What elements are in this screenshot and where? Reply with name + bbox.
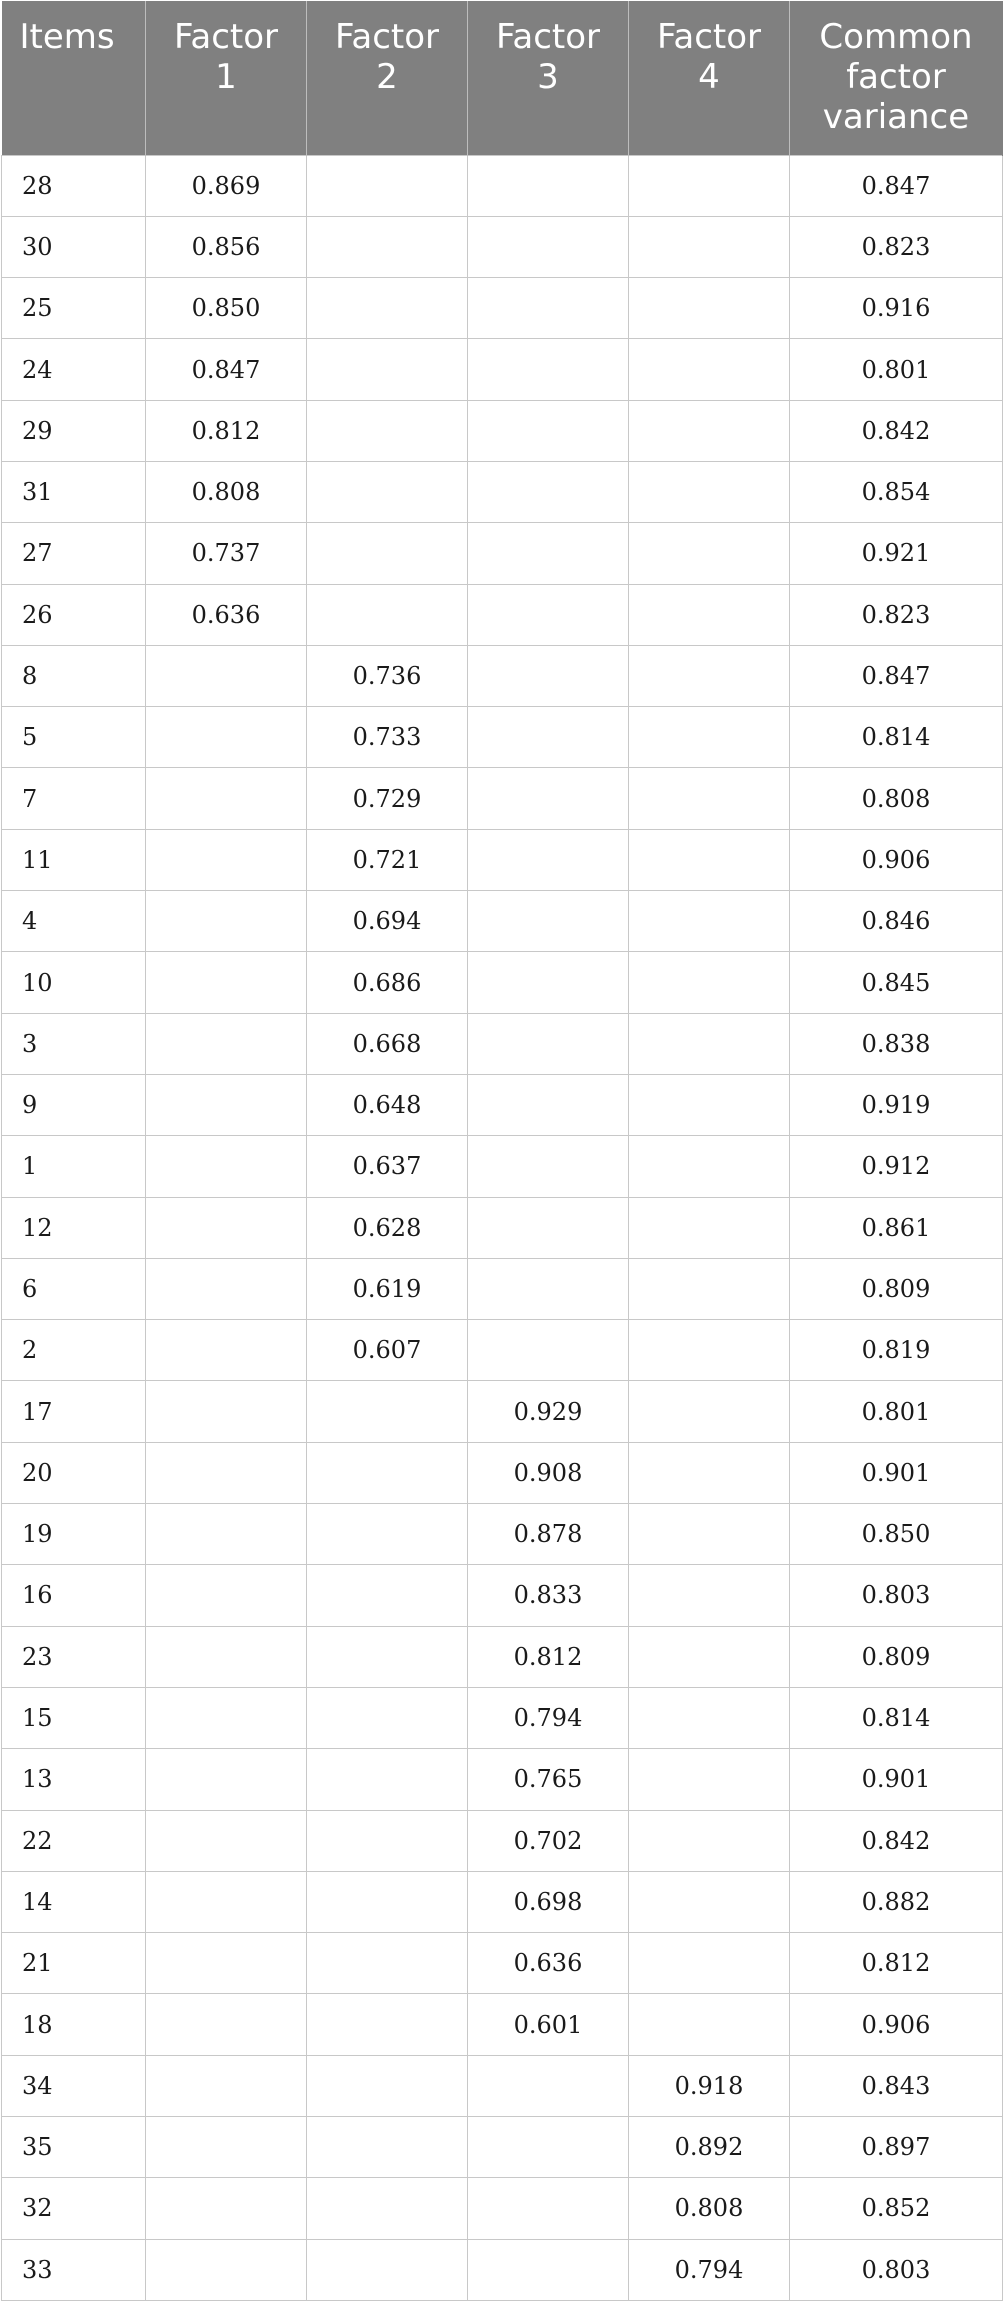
item-cell: 32 xyxy=(2,2178,146,2239)
item-cell: 17 xyxy=(2,1381,146,1442)
factor-4-cell: 0.808 xyxy=(629,2178,790,2239)
table-row xyxy=(2,1381,1003,1442)
table-row xyxy=(2,2178,1003,2239)
table-row xyxy=(2,645,1003,706)
factor-3-cell xyxy=(468,952,629,1013)
table-row xyxy=(2,1565,1003,1626)
factor-1-cell: 0.808 xyxy=(146,461,307,522)
common-factor-variance-cell: 0.803 xyxy=(790,2239,1003,2300)
factor-3-cell: 0.765 xyxy=(468,1749,629,1810)
factor-4-cell xyxy=(629,1687,790,1748)
table-row xyxy=(2,1074,1003,1135)
factor-2-cell xyxy=(307,1442,468,1503)
factor-1-cell xyxy=(146,1381,307,1442)
item-cell: 20 xyxy=(2,1442,146,1503)
table-row xyxy=(2,1810,1003,1871)
factor-3-cell xyxy=(468,1074,629,1135)
factor-2-cell: 0.733 xyxy=(307,707,468,768)
factor-3-cell xyxy=(468,216,629,277)
factor-1-cell xyxy=(146,1565,307,1626)
factor-3-cell xyxy=(468,2239,629,2300)
table-row xyxy=(2,2055,1003,2116)
item-cell: 30 xyxy=(2,216,146,277)
common-factor-variance-cell: 0.847 xyxy=(790,155,1003,216)
factor-2-cell xyxy=(307,1626,468,1687)
factor-1-cell xyxy=(146,1504,307,1565)
factor-3-cell xyxy=(468,891,629,952)
factor-1-cell xyxy=(146,1871,307,1932)
item-cell: 35 xyxy=(2,2117,146,2178)
factor-2-cell xyxy=(307,339,468,400)
item-cell: 18 xyxy=(2,1994,146,2055)
table-row xyxy=(2,952,1003,1013)
factor-4-cell xyxy=(629,645,790,706)
factor-1-cell xyxy=(146,829,307,890)
factor-4-cell xyxy=(629,829,790,890)
common-factor-variance-cell: 0.812 xyxy=(790,1933,1003,1994)
factor-2-cell: 0.668 xyxy=(307,1013,468,1074)
header-common-factor-variance xyxy=(790,1,1003,155)
factor-3-cell xyxy=(468,155,629,216)
table-row xyxy=(2,1136,1003,1197)
header-factor-4-line-1: Factor xyxy=(656,17,762,57)
header-factor-2-line-1: Factor xyxy=(334,17,440,57)
table-row xyxy=(2,400,1003,461)
factor-2-cell: 0.694 xyxy=(307,891,468,952)
table-row xyxy=(2,1626,1003,1687)
common-factor-variance-cell: 0.921 xyxy=(790,523,1003,584)
table-row xyxy=(2,155,1003,216)
table-row xyxy=(2,707,1003,768)
factor-1-cell xyxy=(146,952,307,1013)
item-cell: 25 xyxy=(2,278,146,339)
factor-3-cell: 0.794 xyxy=(468,1687,629,1748)
factor-1-cell xyxy=(146,1810,307,1871)
factor-3-cell xyxy=(468,2117,629,2178)
common-factor-variance-cell: 0.854 xyxy=(790,461,1003,522)
factor-2-cell xyxy=(307,1871,468,1932)
item-cell: 34 xyxy=(2,2055,146,2116)
factor-4-cell xyxy=(629,155,790,216)
factor-2-cell xyxy=(307,278,468,339)
factor-4-cell xyxy=(629,1626,790,1687)
common-factor-variance-cell: 0.823 xyxy=(790,216,1003,277)
header-factor-4 xyxy=(629,1,790,155)
item-cell: 27 xyxy=(2,523,146,584)
table-row xyxy=(2,1320,1003,1381)
factor-2-cell xyxy=(307,1749,468,1810)
factor-2-cell: 0.648 xyxy=(307,1074,468,1135)
table-row xyxy=(2,2239,1003,2300)
header-factor-1 xyxy=(146,1,307,155)
factor-2-cell xyxy=(307,1933,468,1994)
factor-3-cell xyxy=(468,2178,629,2239)
factor-loading-table-container xyxy=(1,1,1003,2301)
factor-4-cell xyxy=(629,1749,790,1810)
factor-2-cell xyxy=(307,1810,468,1871)
item-cell: 7 xyxy=(2,768,146,829)
factor-3-cell xyxy=(468,2055,629,2116)
factor-4-cell: 0.892 xyxy=(629,2117,790,2178)
factor-3-cell xyxy=(468,461,629,522)
header-factor-3-line-1: Factor xyxy=(495,17,601,57)
common-factor-variance-cell: 0.906 xyxy=(790,1994,1003,2055)
factor-2-cell xyxy=(307,1565,468,1626)
common-factor-variance-cell: 0.823 xyxy=(790,584,1003,645)
factor-2-cell: 0.619 xyxy=(307,1258,468,1319)
header-items-label: Items xyxy=(19,17,115,57)
factor-2-cell: 0.686 xyxy=(307,952,468,1013)
factor-2-cell: 0.729 xyxy=(307,768,468,829)
factor-loading-table xyxy=(1,1,1003,2301)
item-cell: 4 xyxy=(2,891,146,952)
factor-3-cell: 0.601 xyxy=(468,1994,629,2055)
factor-3-cell xyxy=(468,278,629,339)
table-row xyxy=(2,1749,1003,1810)
table-row xyxy=(2,523,1003,584)
common-factor-variance-cell: 0.842 xyxy=(790,1810,1003,1871)
table-row xyxy=(2,1994,1003,2055)
header-factor-3-line-2: 3 xyxy=(537,57,559,97)
common-factor-variance-cell: 0.814 xyxy=(790,1687,1003,1748)
factor-1-cell xyxy=(146,1626,307,1687)
factor-4-cell xyxy=(629,1136,790,1197)
common-factor-variance-cell: 0.842 xyxy=(790,400,1003,461)
factor-3-cell xyxy=(468,1013,629,1074)
header-cfv-line-3: variance xyxy=(822,97,970,137)
common-factor-variance-cell: 0.838 xyxy=(790,1013,1003,1074)
factor-3-cell xyxy=(468,339,629,400)
header-cfv-line-2: factor xyxy=(846,57,946,97)
factor-1-cell: 0.847 xyxy=(146,339,307,400)
item-cell: 3 xyxy=(2,1013,146,1074)
common-factor-variance-cell: 0.850 xyxy=(790,1504,1003,1565)
item-cell: 14 xyxy=(2,1871,146,1932)
item-cell: 9 xyxy=(2,1074,146,1135)
factor-4-cell xyxy=(629,461,790,522)
factor-3-cell xyxy=(468,707,629,768)
common-factor-variance-cell: 0.847 xyxy=(790,645,1003,706)
header-factor-1-line-2: 1 xyxy=(215,57,237,97)
factor-4-cell xyxy=(629,278,790,339)
table-row xyxy=(2,216,1003,277)
factor-4-cell xyxy=(629,1810,790,1871)
table-row xyxy=(2,1197,1003,1258)
table-row xyxy=(2,1933,1003,1994)
factor-4-cell xyxy=(629,707,790,768)
factor-2-cell xyxy=(307,400,468,461)
factor-4-cell xyxy=(629,1504,790,1565)
factor-4-cell: 0.918 xyxy=(629,2055,790,2116)
factor-4-cell xyxy=(629,339,790,400)
table-row xyxy=(2,2117,1003,2178)
factor-1-cell xyxy=(146,2117,307,2178)
table-row xyxy=(2,1504,1003,1565)
factor-3-cell xyxy=(468,400,629,461)
item-cell: 1 xyxy=(2,1136,146,1197)
factor-4-cell xyxy=(629,1871,790,1932)
factor-1-cell: 0.869 xyxy=(146,155,307,216)
factor-2-cell xyxy=(307,2055,468,2116)
factor-3-cell: 0.833 xyxy=(468,1565,629,1626)
factor-2-cell xyxy=(307,155,468,216)
factor-3-cell: 0.698 xyxy=(468,1871,629,1932)
common-factor-variance-cell: 0.901 xyxy=(790,1749,1003,1810)
item-cell: 22 xyxy=(2,1810,146,1871)
factor-2-cell xyxy=(307,1687,468,1748)
factor-4-cell xyxy=(629,1994,790,2055)
common-factor-variance-cell: 0.801 xyxy=(790,1381,1003,1442)
factor-3-cell xyxy=(468,768,629,829)
factor-2-cell xyxy=(307,1994,468,2055)
factor-3-cell xyxy=(468,1258,629,1319)
header-factor-2 xyxy=(307,1,468,155)
common-factor-variance-cell: 0.809 xyxy=(790,1626,1003,1687)
item-cell: 10 xyxy=(2,952,146,1013)
factor-4-cell xyxy=(629,1074,790,1135)
table-row xyxy=(2,1871,1003,1932)
factor-4-cell xyxy=(629,1442,790,1503)
factor-3-cell xyxy=(468,584,629,645)
factor-2-cell xyxy=(307,2178,468,2239)
factor-2-cell xyxy=(307,1504,468,1565)
factor-4-cell xyxy=(629,1013,790,1074)
factor-1-cell xyxy=(146,1013,307,1074)
item-cell: 26 xyxy=(2,584,146,645)
factor-2-cell xyxy=(307,1381,468,1442)
item-cell: 11 xyxy=(2,829,146,890)
factor-4-cell xyxy=(629,400,790,461)
common-factor-variance-cell: 0.916 xyxy=(790,278,1003,339)
item-cell: 31 xyxy=(2,461,146,522)
factor-3-cell xyxy=(468,1197,629,1258)
table-row xyxy=(2,768,1003,829)
factor-1-cell: 0.856 xyxy=(146,216,307,277)
factor-2-cell: 0.607 xyxy=(307,1320,468,1381)
item-cell: 15 xyxy=(2,1687,146,1748)
item-cell: 28 xyxy=(2,155,146,216)
factor-4-cell xyxy=(629,523,790,584)
factor-3-cell xyxy=(468,645,629,706)
item-cell: 16 xyxy=(2,1565,146,1626)
factor-2-cell xyxy=(307,584,468,645)
item-cell: 8 xyxy=(2,645,146,706)
factor-3-cell xyxy=(468,1136,629,1197)
factor-1-cell: 0.812 xyxy=(146,400,307,461)
factor-1-cell xyxy=(146,891,307,952)
factor-2-cell xyxy=(307,2117,468,2178)
factor-3-cell: 0.636 xyxy=(468,1933,629,1994)
factor-3-cell xyxy=(468,523,629,584)
table-row xyxy=(2,891,1003,952)
table-row xyxy=(2,1442,1003,1503)
factor-4-cell: 0.794 xyxy=(629,2239,790,2300)
common-factor-variance-cell: 0.906 xyxy=(790,829,1003,890)
header-factor-3 xyxy=(468,1,629,155)
factor-1-cell xyxy=(146,1074,307,1135)
factor-2-cell xyxy=(307,461,468,522)
common-factor-variance-cell: 0.846 xyxy=(790,891,1003,952)
header-factor-4-line-2: 4 xyxy=(698,57,720,97)
item-cell: 23 xyxy=(2,1626,146,1687)
factor-1-cell xyxy=(146,645,307,706)
common-factor-variance-cell: 0.861 xyxy=(790,1197,1003,1258)
common-factor-variance-cell: 0.801 xyxy=(790,339,1003,400)
factor-4-cell xyxy=(629,1197,790,1258)
factor-2-cell: 0.736 xyxy=(307,645,468,706)
factor-1-cell xyxy=(146,707,307,768)
factor-1-cell xyxy=(146,768,307,829)
item-cell: 21 xyxy=(2,1933,146,1994)
table-body xyxy=(2,155,1003,2300)
table-row xyxy=(2,339,1003,400)
factor-2-cell: 0.637 xyxy=(307,1136,468,1197)
factor-4-cell xyxy=(629,768,790,829)
factor-1-cell xyxy=(146,2055,307,2116)
factor-1-cell xyxy=(146,1197,307,1258)
factor-3-cell: 0.702 xyxy=(468,1810,629,1871)
factor-1-cell: 0.850 xyxy=(146,278,307,339)
common-factor-variance-cell: 0.843 xyxy=(790,2055,1003,2116)
factor-4-cell xyxy=(629,584,790,645)
factor-3-cell: 0.908 xyxy=(468,1442,629,1503)
table-row xyxy=(2,1258,1003,1319)
common-factor-variance-cell: 0.809 xyxy=(790,1258,1003,1319)
table-row xyxy=(2,1687,1003,1748)
common-factor-variance-cell: 0.901 xyxy=(790,1442,1003,1503)
item-cell: 29 xyxy=(2,400,146,461)
item-cell: 5 xyxy=(2,707,146,768)
factor-2-cell xyxy=(307,216,468,277)
factor-1-cell xyxy=(146,2178,307,2239)
factor-1-cell: 0.636 xyxy=(146,584,307,645)
factor-2-cell: 0.721 xyxy=(307,829,468,890)
factor-4-cell xyxy=(629,216,790,277)
item-cell: 6 xyxy=(2,1258,146,1319)
factor-1-cell xyxy=(146,1994,307,2055)
factor-3-cell xyxy=(468,1320,629,1381)
factor-2-cell xyxy=(307,523,468,584)
common-factor-variance-cell: 0.845 xyxy=(790,952,1003,1013)
factor-1-cell xyxy=(146,1933,307,1994)
factor-4-cell xyxy=(629,891,790,952)
factor-3-cell xyxy=(468,829,629,890)
factor-1-cell xyxy=(146,1442,307,1503)
item-cell: 19 xyxy=(2,1504,146,1565)
table-row xyxy=(2,584,1003,645)
header-factor-2-line-2: 2 xyxy=(376,57,398,97)
factor-1-cell xyxy=(146,1136,307,1197)
common-factor-variance-cell: 0.808 xyxy=(790,768,1003,829)
factor-4-cell xyxy=(629,952,790,1013)
header-factor-1-line-1: Factor xyxy=(173,17,279,57)
table-row xyxy=(2,829,1003,890)
table-row xyxy=(2,1013,1003,1074)
factor-2-cell: 0.628 xyxy=(307,1197,468,1258)
table-header xyxy=(2,1,1003,155)
factor-4-cell xyxy=(629,1933,790,1994)
item-cell: 24 xyxy=(2,339,146,400)
header-row xyxy=(2,1,1003,155)
item-cell: 2 xyxy=(2,1320,146,1381)
table-row xyxy=(2,278,1003,339)
factor-1-cell: 0.737 xyxy=(146,523,307,584)
header-cfv-line-1: Common xyxy=(819,17,973,57)
factor-4-cell xyxy=(629,1565,790,1626)
factor-2-cell xyxy=(307,2239,468,2300)
factor-3-cell: 0.812 xyxy=(468,1626,629,1687)
factor-1-cell xyxy=(146,1749,307,1810)
factor-3-cell: 0.878 xyxy=(468,1504,629,1565)
factor-1-cell xyxy=(146,1320,307,1381)
factor-1-cell xyxy=(146,1687,307,1748)
common-factor-variance-cell: 0.912 xyxy=(790,1136,1003,1197)
item-cell: 33 xyxy=(2,2239,146,2300)
common-factor-variance-cell: 0.814 xyxy=(790,707,1003,768)
factor-4-cell xyxy=(629,1258,790,1319)
item-cell: 12 xyxy=(2,1197,146,1258)
common-factor-variance-cell: 0.852 xyxy=(790,2178,1003,2239)
common-factor-variance-cell: 0.882 xyxy=(790,1871,1003,1932)
factor-1-cell xyxy=(146,2239,307,2300)
factor-1-cell xyxy=(146,1258,307,1319)
factor-3-cell: 0.929 xyxy=(468,1381,629,1442)
common-factor-variance-cell: 0.803 xyxy=(790,1565,1003,1626)
item-cell: 13 xyxy=(2,1749,146,1810)
common-factor-variance-cell: 0.919 xyxy=(790,1074,1003,1135)
factor-4-cell xyxy=(629,1381,790,1442)
common-factor-variance-cell: 0.897 xyxy=(790,2117,1003,2178)
factor-4-cell xyxy=(629,1320,790,1381)
table-row xyxy=(2,461,1003,522)
common-factor-variance-cell: 0.819 xyxy=(790,1320,1003,1381)
header-items xyxy=(2,1,146,155)
